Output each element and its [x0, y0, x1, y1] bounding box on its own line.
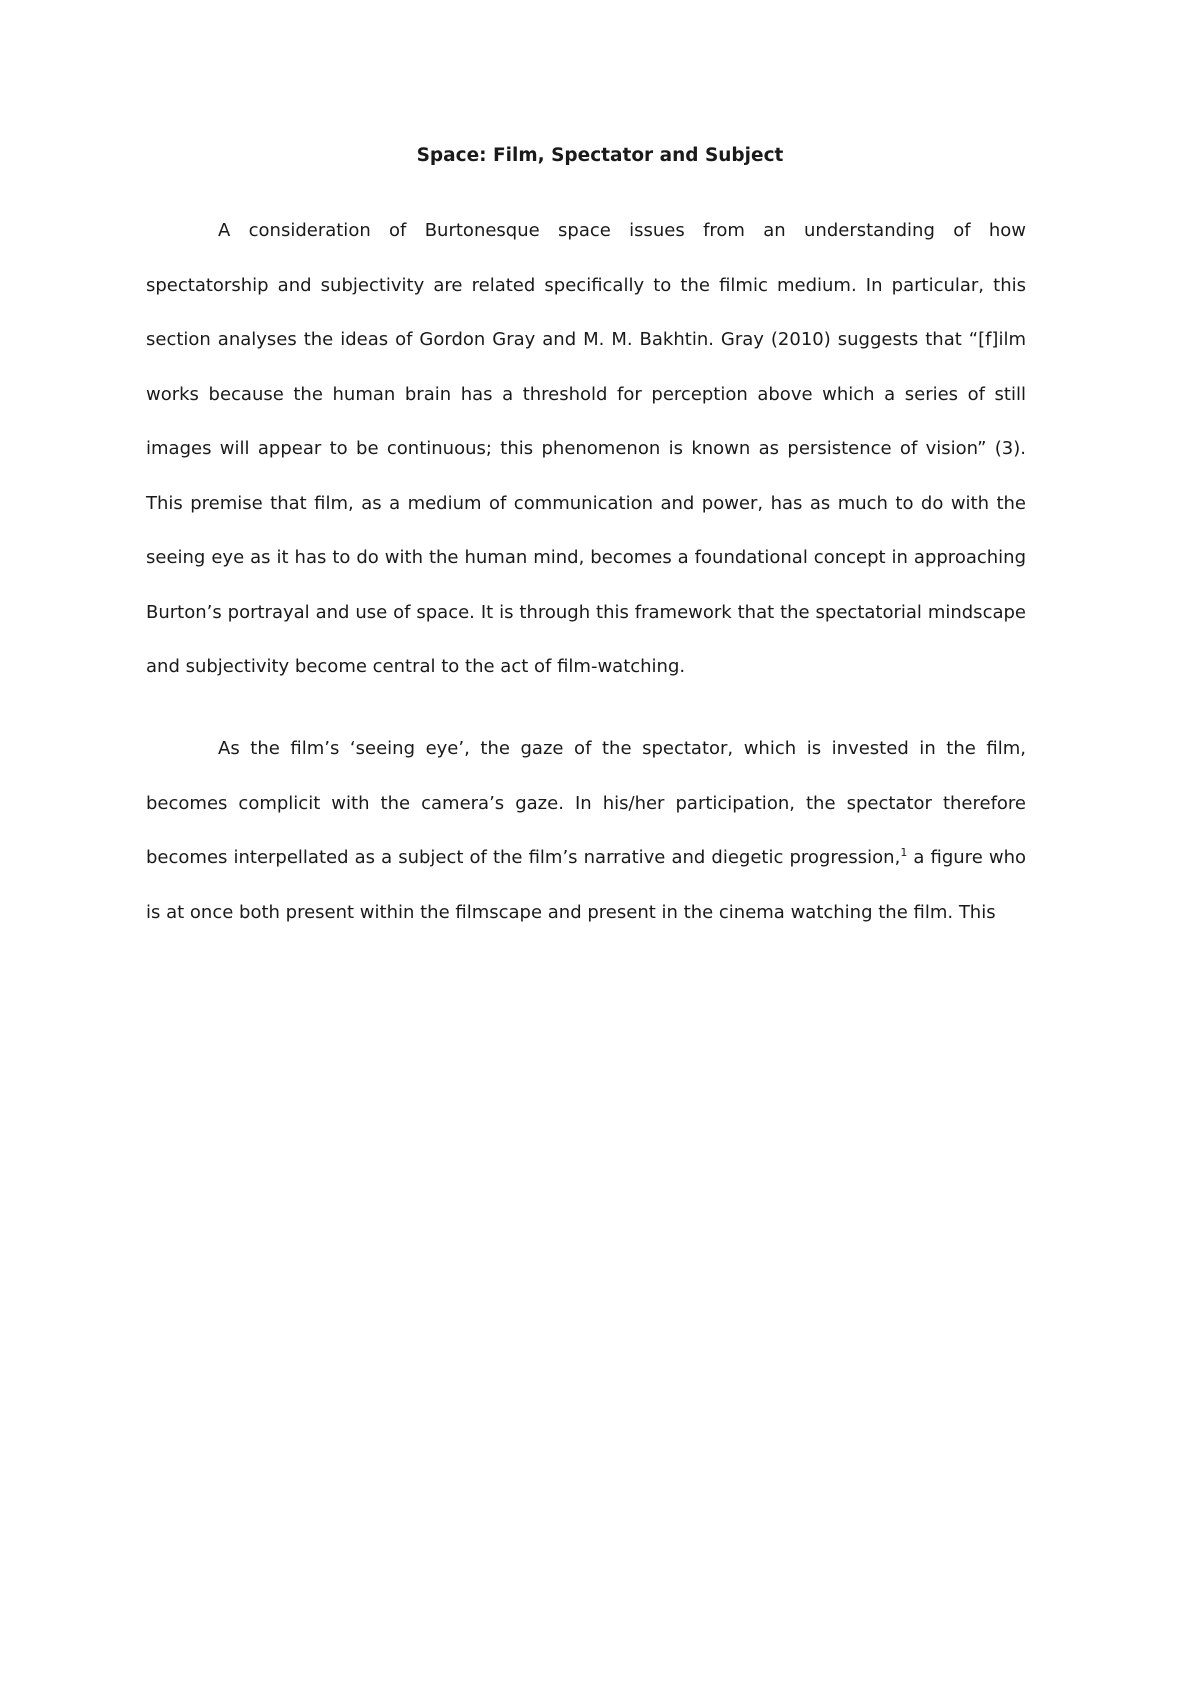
paragraph-2-text-after-note: a figure who is at once both present within the filmscape and present in the cinema watching the film. This [146, 847, 1026, 923]
document-title: Space: Film, Spectator and Subject [416, 145, 784, 166]
footnote-marker[interactable]: 1 [900, 846, 908, 859]
paragraph-1: A consideration of Burtonesque space issues from an understanding of how spectatorship and subjectivity are related specifically to the filmic medium. In particular, this section analyses the ideas of Gordon Gray and M. M. Bakhtin. Gray (2010) suggests that “[f]ilm works because the human brain has a threshold for perception above which a series of still images will appear to be continuous; this phenomenon is known as persistence of vision” (3). This premise that film, as a medium of communication and power, has as much to do with the seeing eye as it has to do with the human mind, becomes a foundational concept in approaching Burton’s portrayal and use of space. It is through this framework that the spectatorial mindscape and subjectivity become central to the act of film-watching. [146, 220, 1026, 677]
paragraph-2-text-before-note: As the film’s ‘seeing eye’, the gaze of the spectator, which is invested in the film, becomes complicit with the camera’s gaze. In his/her participation, the spectator therefore becomes interpellated as a subject of the film’s narrative and diegetic progression, [146, 738, 1026, 868]
paragraph-2 [146, 722, 1026, 940]
